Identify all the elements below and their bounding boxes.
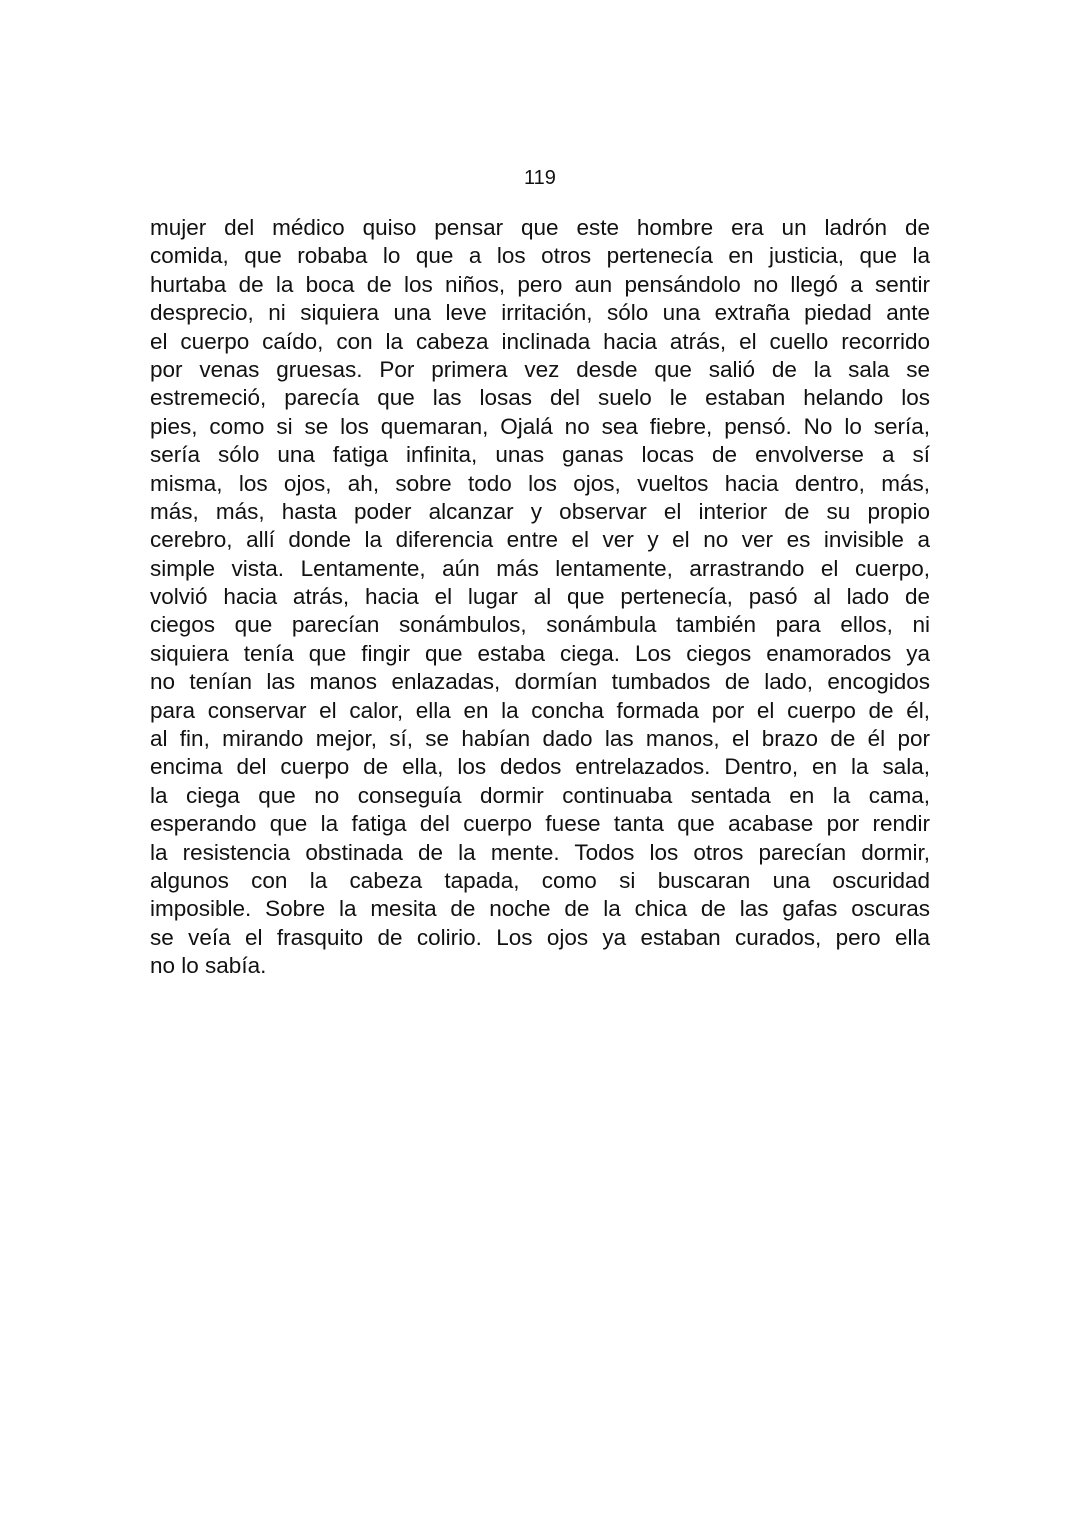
text-line: encima del cuerpo de ella, los dedos entrelazados. Dentro, en la sala,	[150, 754, 930, 780]
text-line: simple vista. Lentamente, aún más lentamente, arrastrando el cuerpo,	[150, 555, 930, 581]
text-line: para conservar el calor, ella en la concha formada por el cuerpo de él,	[150, 697, 930, 723]
text-line: imposible. Sobre la mesita de noche de la chica de las gafas oscuras	[150, 896, 930, 922]
body-text	[150, 214, 930, 981]
page-number: 119	[524, 167, 556, 189]
text-line: mujer del médico quiso pensar que este hombre era un ladrón de	[150, 215, 930, 240]
text-line: misma, los ojos, ah, sobre todo los ojos, vueltos hacia dentro, más,	[150, 470, 930, 496]
text-line: comida, que robaba lo que a los otros pertenecía en justicia, que la	[150, 243, 930, 269]
text-line: volvió hacia atrás, hacia el lugar al que pertenecía, pasó al lado de	[150, 584, 930, 610]
text-line: al fin, mirando mejor, sí, se habían dado las manos, el brazo de él por	[150, 726, 930, 752]
text-line: el cuerpo caído, con la cabeza inclinada hacia atrás, el cuello recorrido	[150, 328, 930, 354]
text-line: siquiera tenía que fingir que estaba ciega. Los ciegos enamorados ya	[150, 640, 930, 666]
text-line: hurtaba de la boca de los niños, pero aun pensándolo no llegó a sentir	[150, 271, 930, 297]
text-line: esperando que la fatiga del cuerpo fuese tanta que acabase por rendir	[150, 811, 930, 837]
text-line: pies, como si se los quemaran, Ojalá no sea fiebre, pensó. No lo sería,	[150, 413, 930, 439]
text-line-last: no lo sabía.	[150, 953, 267, 979]
text-line: ciegos que parecían sonámbulos, sonámbula también para ellos, ni	[150, 612, 930, 638]
text-line: más, más, hasta poder alcanzar y observar el interior de su propio	[150, 498, 930, 524]
text-line: la ciega que no conseguía dormir continuaba sentada en la cama,	[150, 782, 930, 808]
text-line: desprecio, ni siquiera una leve irritación, sólo una extraña piedad ante	[150, 300, 930, 326]
text-line: algunos con la cabeza tapada, como si buscaran una oscuridad	[150, 867, 930, 893]
text-line: la resistencia obstinada de la mente. Todos los otros parecían dormir,	[150, 839, 930, 865]
text-line: por venas gruesas. Por primera vez desde que salió de la sala se	[150, 356, 930, 382]
text-line: sería sólo una fatiga infinita, unas ganas locas de envolverse a sí	[150, 442, 930, 468]
text-line: cerebro, allí donde la diferencia entre el ver y el no ver es invisible a	[150, 527, 930, 553]
text-line: no tenían las manos enlazadas, dormían tumbados de lado, encogidos	[150, 669, 930, 695]
text-line: estremeció, parecía que las losas del suelo le estaban helando los	[150, 385, 930, 411]
text-line: se veía el frasquito de colirio. Los ojos ya estaban curados, pero ella	[150, 924, 930, 950]
